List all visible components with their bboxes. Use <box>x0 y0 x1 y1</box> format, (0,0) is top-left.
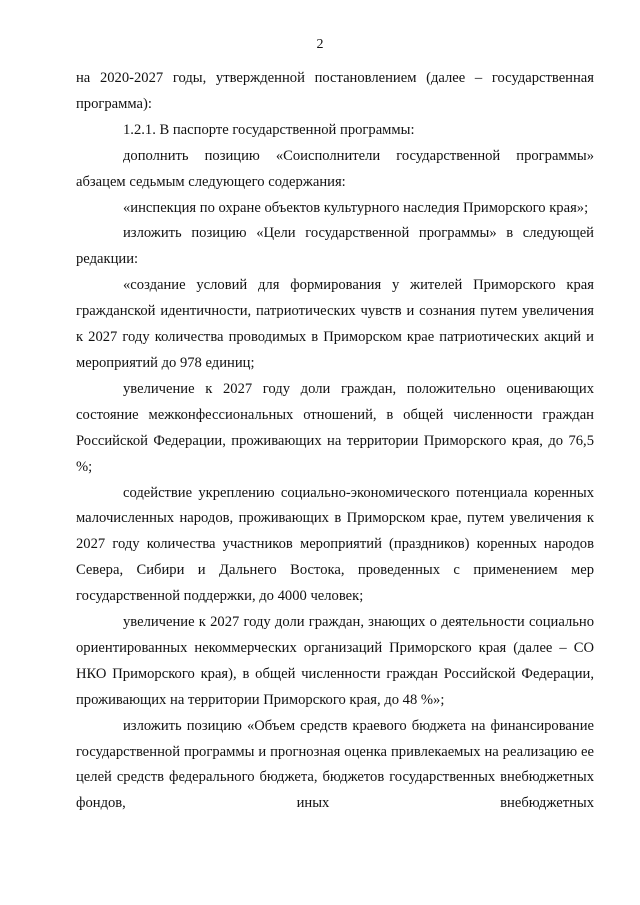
paragraph: на 2020-2027 годы, утвержденной постановлением (далее – государственная программа): <box>76 70 594 112</box>
paragraph: увеличение к 2027 году доли граждан, знающих о деятельности социально ориентированных некоммерческих организаций Приморского края (далее – СО НКО Приморского края), в общей численности граждан Российской Федерации, проживающих на территории Приморского края, до 48 %»; <box>76 614 594 708</box>
paragraph: «создание условий для формирования у жителей Приморского края гражданской идентичности, патриотических чувств и сознания путем увеличения к 2027 году количества проводимых в Приморском крае патриотических акций и мероприятий до 978 единиц; <box>76 277 594 371</box>
paragraph: содействие укреплению социально-экономического потенциала коренных малочисленных народов, проживающих в Приморском крае, путем увеличения к 2027 году количества участников мероприятий (праздников) коренных народов Севера, Сибири и Дальнего Востока, проведенных с применением мер государственной поддержки, до 4000 человек; <box>76 484 594 605</box>
paragraph: 1.2.1. В паспорте государственной программы: <box>123 121 415 138</box>
paragraph: «инспекция по охране объектов культурного наследия Приморского края»; <box>123 199 589 216</box>
paragraph: изложить позицию «Цели государственной программы» в следующей редакции: <box>76 225 594 268</box>
paragraph: дополнить позицию «Соисполнители государственной программы» абзацем седьмым следующего содержания: <box>76 147 594 190</box>
paragraph: увеличение к 2027 году доли граждан, положительно оценивающих состояние межконфессиональных отношений, в общей численности граждан Российской Федерации, проживающих на территории Приморского края, до 76,5 %; <box>76 380 594 475</box>
document-body <box>76 66 594 817</box>
page-number: 2 <box>316 37 324 52</box>
paragraph: изложить позицию «Объем средств краевого бюджета на финансирование государственной программы и прогнозная оценка привлекаемых на реализацию ее целей средств федерального бюджета, бюджетов государственных внебюджетных фондов, иных внебюджетных <box>76 717 594 812</box>
